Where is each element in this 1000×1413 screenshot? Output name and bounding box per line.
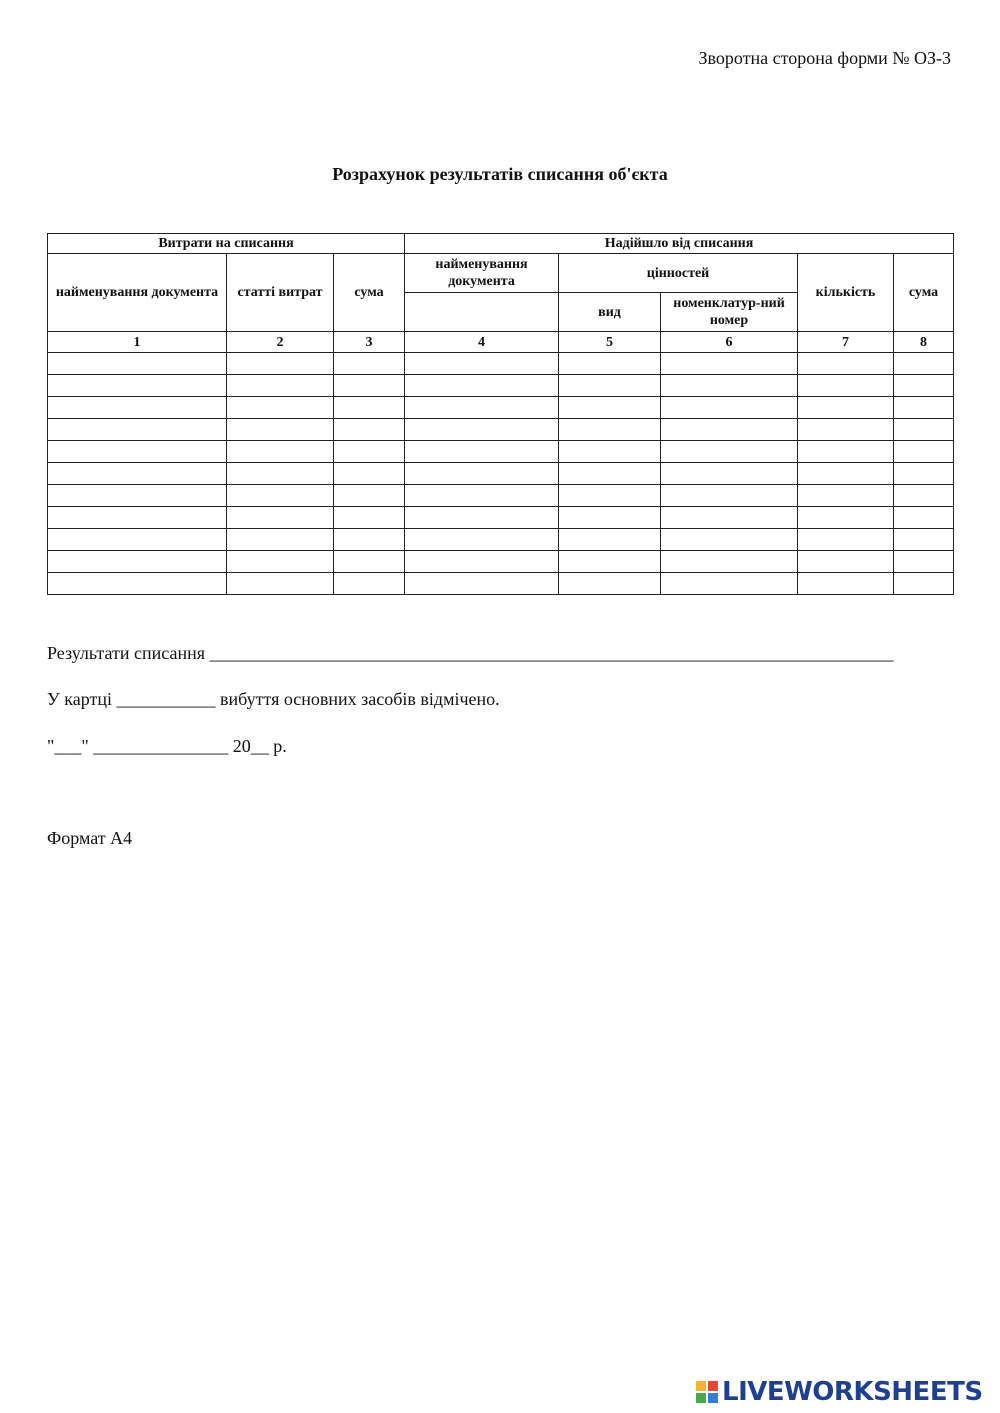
table-cell: [227, 441, 334, 463]
column-number-row: [48, 332, 954, 353]
table-cell: [405, 507, 559, 529]
table-cell: [894, 397, 954, 419]
table-cell: [405, 551, 559, 573]
header-doc-name: найменування документа: [48, 254, 227, 332]
header-sum: сума: [334, 254, 405, 332]
table-row: [48, 441, 954, 463]
table-cell: [661, 353, 798, 375]
table-cell: [227, 353, 334, 375]
liveworksheets-logo: [696, 1377, 992, 1407]
table-cell: [894, 485, 954, 507]
table-cell: [334, 507, 405, 529]
table-cell: [661, 375, 798, 397]
table-cell: [405, 463, 559, 485]
table-cell: [798, 573, 894, 595]
table-cell: [894, 375, 954, 397]
table-cell: [405, 397, 559, 419]
table-cell: [661, 485, 798, 507]
table-cell: [48, 573, 227, 595]
table-cell: [334, 551, 405, 573]
table-cell: [559, 463, 661, 485]
table-row: [48, 485, 954, 507]
write-off-table: [47, 233, 954, 595]
table-cell: [559, 573, 661, 595]
table-cell: [48, 507, 227, 529]
table-cell: [227, 551, 334, 573]
header-group-expenses: Витрати на списання: [48, 234, 405, 254]
table-cell: [48, 529, 227, 551]
table-cell: [559, 507, 661, 529]
header-doc-name-2: найменування документа: [405, 254, 559, 293]
table-cell: [334, 419, 405, 441]
table-cell: [894, 353, 954, 375]
table-cell: [48, 375, 227, 397]
table-cell: [48, 419, 227, 441]
column-number: 7: [798, 332, 894, 353]
date-line: "___" _______________ 20__ р.: [47, 736, 287, 756]
results-line: Результати списання ____________________________________________________________________________: [47, 643, 894, 663]
table-cell: [227, 375, 334, 397]
header-item-number: номенклатур-ний номер: [661, 293, 798, 332]
column-number: 4: [405, 332, 559, 353]
table-cell: [661, 529, 798, 551]
column-number: 1: [48, 332, 227, 353]
table-cell: [48, 353, 227, 375]
form-reference: Зворотна сторона форми № ОЗ-3: [698, 48, 951, 68]
table-cell: [559, 353, 661, 375]
column-number: 3: [334, 332, 405, 353]
table-cell: [48, 485, 227, 507]
table-cell: [405, 375, 559, 397]
table-cell: [661, 441, 798, 463]
table-cell: [227, 573, 334, 595]
table-cell: [227, 463, 334, 485]
table-cell: [405, 441, 559, 463]
table-cell: [559, 441, 661, 463]
column-number: 5: [559, 332, 661, 353]
table-cell: [798, 529, 894, 551]
table-cell: [227, 419, 334, 441]
card-line: У картці ___________ вибуття основних засобів відмічено.: [47, 689, 500, 709]
header-expense-items: статті витрат: [227, 254, 334, 332]
table-cell: [334, 463, 405, 485]
table-cell: [48, 441, 227, 463]
table-cell: [661, 463, 798, 485]
page-title: Розрахунок результатів списання об'єкта: [332, 164, 668, 184]
table-cell: [334, 573, 405, 595]
table-cell: [405, 529, 559, 551]
table-cell: [894, 507, 954, 529]
table-row: [48, 397, 954, 419]
table-cell: [227, 397, 334, 419]
table-cell: [798, 551, 894, 573]
table-cell: [334, 441, 405, 463]
table-cell: [405, 353, 559, 375]
table-cell: [894, 551, 954, 573]
table-cell: [559, 375, 661, 397]
column-number: 6: [661, 332, 798, 353]
table-cell: [559, 529, 661, 551]
table-cell: [798, 463, 894, 485]
table-cell: [798, 353, 894, 375]
header-sum-2: сума: [894, 254, 954, 332]
table-cell: [559, 485, 661, 507]
header-group-values: цінностей: [559, 254, 798, 293]
format-note: Формат А4: [47, 828, 133, 848]
header-type: вид: [559, 293, 661, 332]
table-cell: [227, 485, 334, 507]
table-cell: [405, 573, 559, 595]
table-cell: [661, 507, 798, 529]
table-cell: [227, 529, 334, 551]
table-cell: [894, 463, 954, 485]
table-cell: [894, 441, 954, 463]
table-cell: [894, 529, 954, 551]
table-row: [48, 463, 954, 485]
table-cell: [798, 507, 894, 529]
table-cell: [405, 419, 559, 441]
table-cell: [798, 485, 894, 507]
logo-blocks-icon: [696, 1381, 720, 1405]
table-row: [48, 375, 954, 397]
table-row: [48, 551, 954, 573]
table-cell: [661, 397, 798, 419]
table-cell: [661, 573, 798, 595]
table-cell: [48, 463, 227, 485]
table-cell: [334, 375, 405, 397]
header-quantity: кількість: [798, 254, 894, 332]
column-number: 2: [227, 332, 334, 353]
table-cell: [227, 507, 334, 529]
header-group-received: Надійшло від списання: [405, 234, 954, 254]
table-cell: [894, 419, 954, 441]
table-cell: [798, 441, 894, 463]
table-cell: [334, 353, 405, 375]
table-cell: [559, 419, 661, 441]
table-cell: [798, 397, 894, 419]
logo-text: LIVEWORKSHEETS: [722, 1377, 983, 1407]
table-row: [48, 419, 954, 441]
table-cell: [405, 485, 559, 507]
table-cell: [661, 419, 798, 441]
table-cell: [559, 551, 661, 573]
table-cell: [661, 551, 798, 573]
table-cell: [334, 397, 405, 419]
table-row: [48, 529, 954, 551]
table-cell: [48, 397, 227, 419]
table-cell: [559, 397, 661, 419]
column-number: 8: [894, 332, 954, 353]
table-cell: [894, 573, 954, 595]
header-doc-name-2-blank: [405, 293, 559, 332]
table-row: [48, 573, 954, 595]
table-cell: [334, 485, 405, 507]
table-cell: [48, 551, 227, 573]
table-cell: [798, 419, 894, 441]
table-cell: [334, 529, 405, 551]
table-row: [48, 507, 954, 529]
table-row: [48, 353, 954, 375]
table-cell: [798, 375, 894, 397]
